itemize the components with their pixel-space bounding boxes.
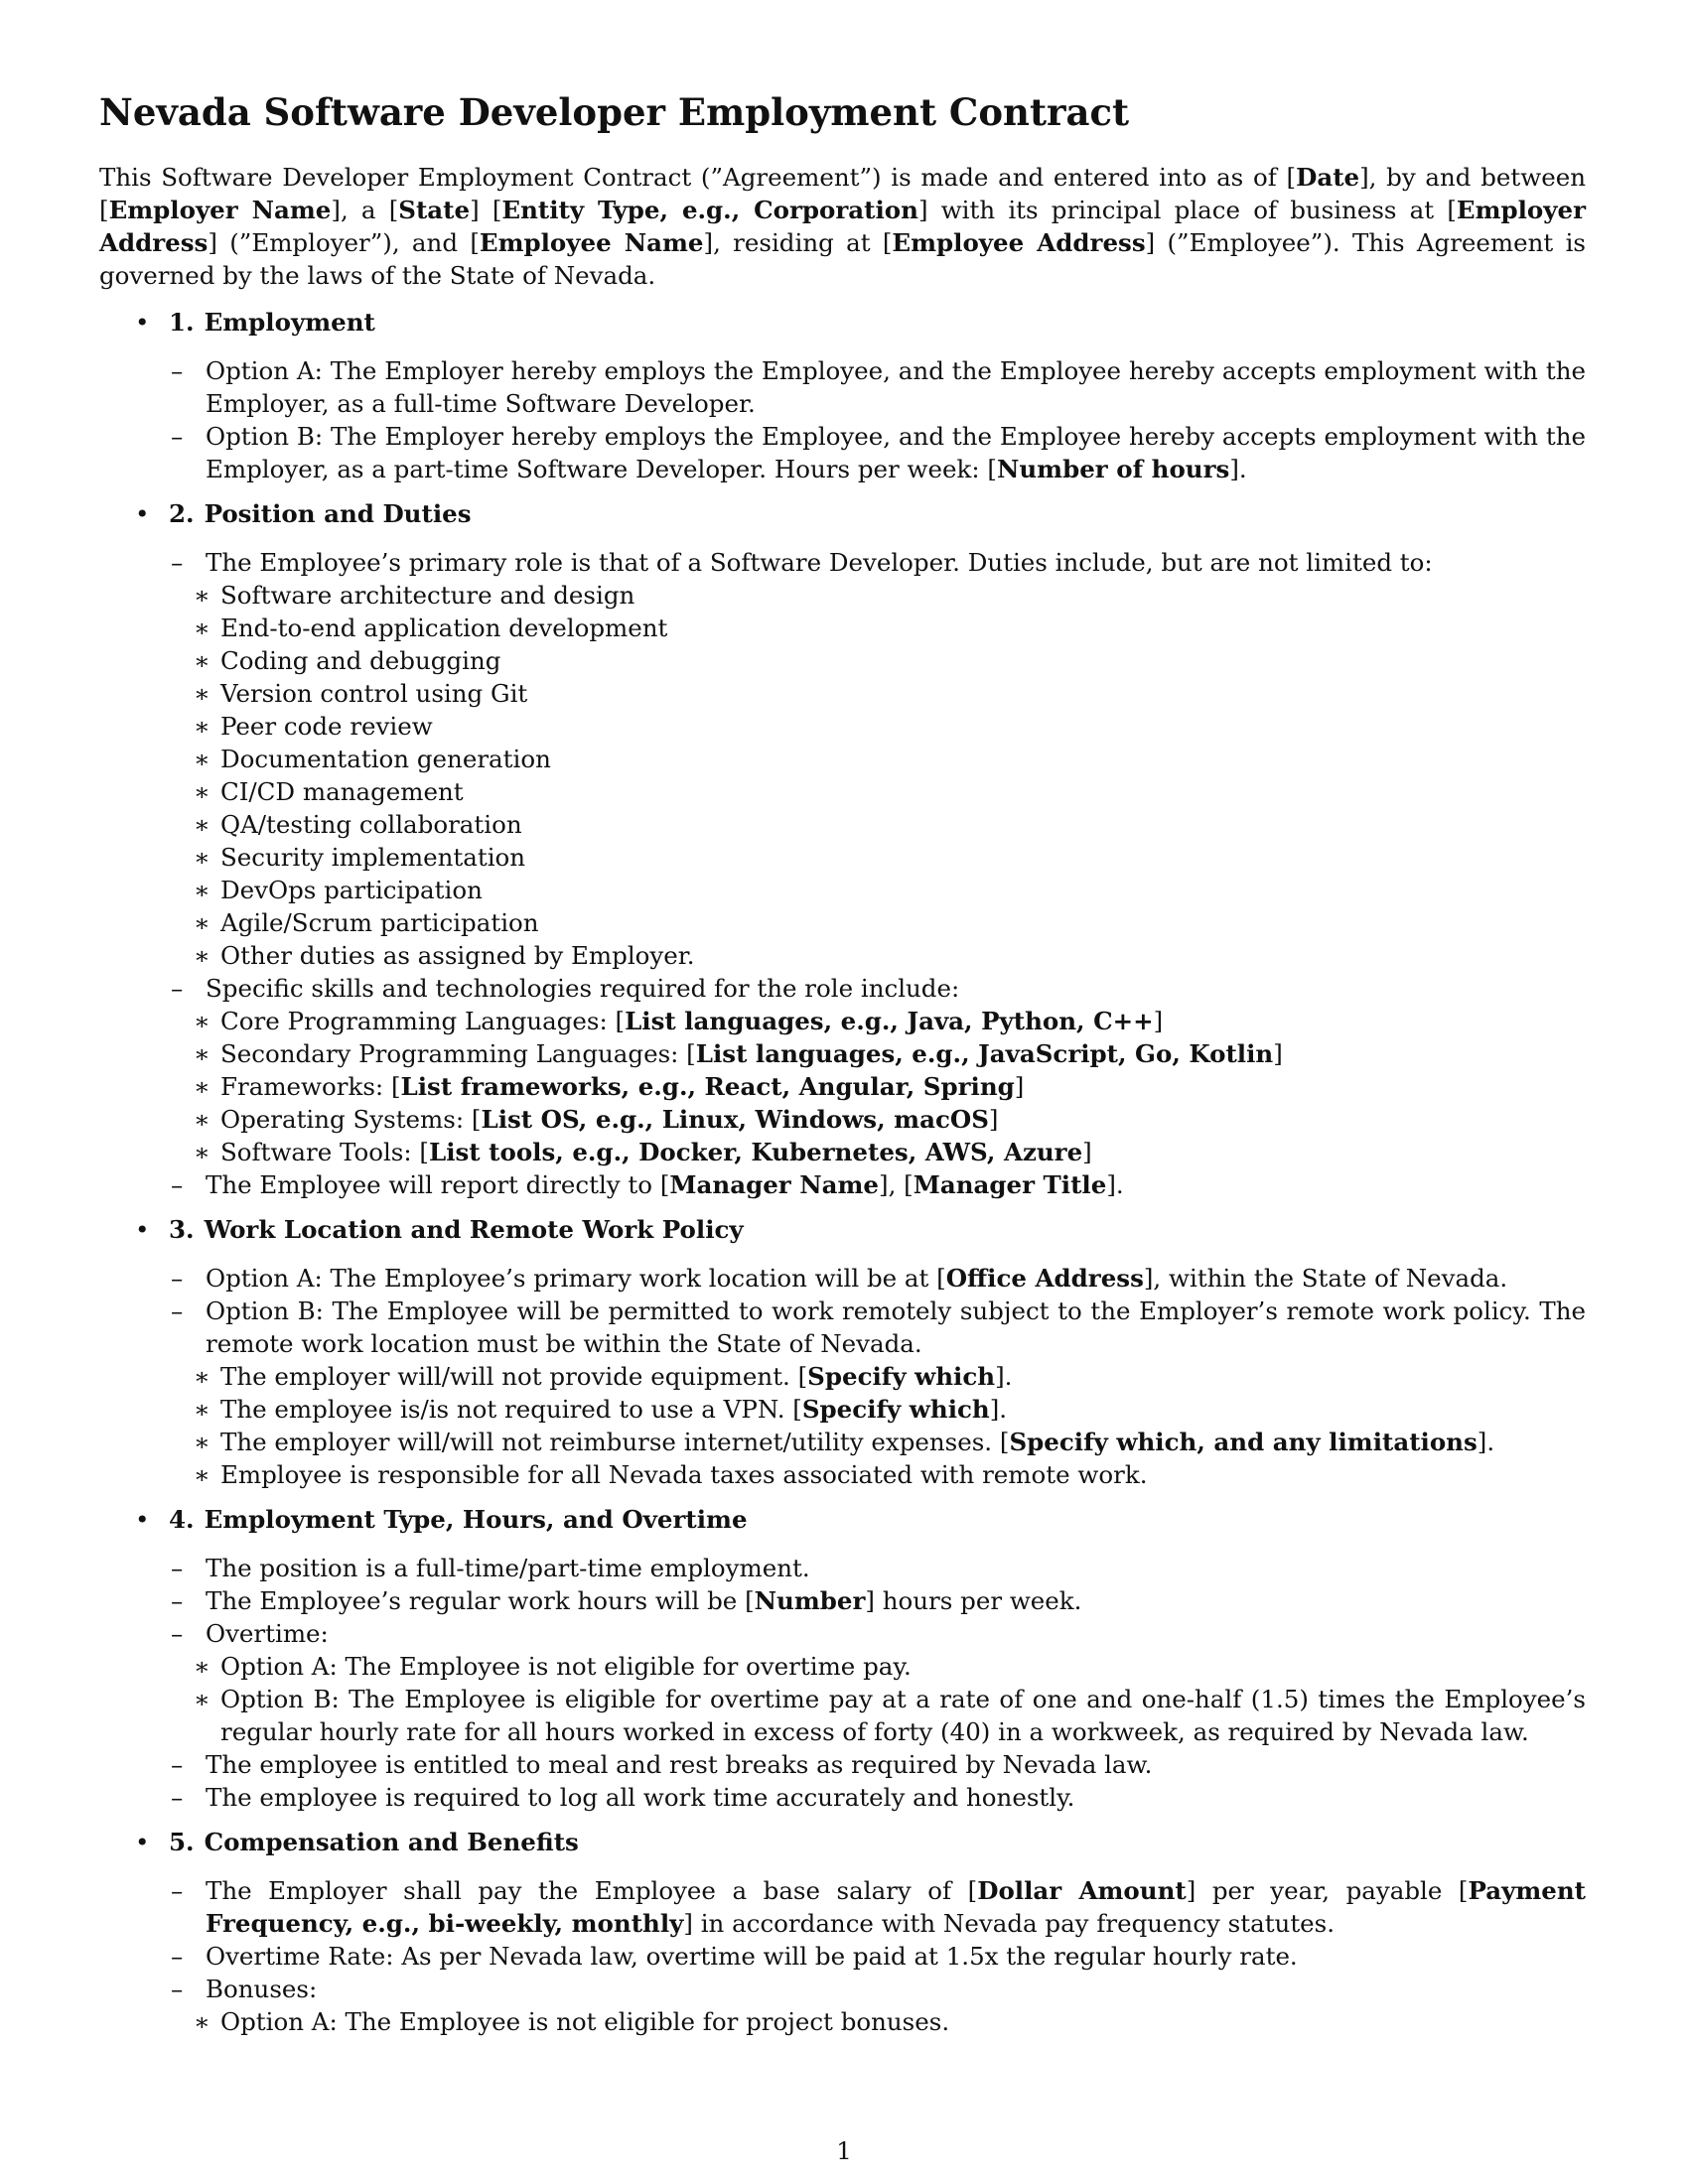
sub-clause-text: Peer code review [220,712,433,741]
intro-text: ] (”Employer”), and [ [208,228,480,257]
sub-clause-text: Software Tools: [ [220,1138,429,1166]
asterisk-icon: ∗ [194,2007,211,2036]
sub-clause-item [168,1650,1586,1683]
clause-list [169,1552,1586,1814]
clause-item [147,1781,1586,1814]
sub-clause-text: Other duties as assigned by Employer. [220,941,695,970]
asterisk-icon: ∗ [194,712,211,741]
sub-clause-item [168,710,1586,743]
placeholder-field: List languages, e.g., Java, Python, C++ [625,1007,1154,1035]
dash-icon: – [171,1619,184,1648]
sub-clause-item [168,1426,1586,1458]
section [99,1826,1586,2038]
sub-clause-item [168,644,1586,677]
clause-text: The position is a full-time/part-time employment. [206,1554,810,1582]
asterisk-icon: ∗ [194,1428,211,1456]
sub-clause-text: ]. [989,1395,1008,1424]
sub-clause-text: Operating Systems: [ [220,1105,482,1134]
placeholder-field: Specify which, and any limitations [1009,1428,1477,1456]
sub-clause-item [168,579,1586,612]
clause-text: Option A: The Employer hereby employs the Employee, and the Employee hereby accepts employment with the Employer, as a full-time Software Developer. [206,356,1586,418]
sub-clause-text: The employer will/will not provide equipment. [ [220,1362,808,1391]
sub-clause-item [168,743,1586,775]
section-title: Compensation and Benefits [204,1828,579,1856]
intro-text: ] [ [470,196,502,224]
asterisk-icon: ∗ [194,1039,211,1068]
placeholder-field: List frameworks, e.g., React, Angular, Spring [400,1072,1015,1101]
sub-clause-text: DevOps participation [220,876,483,904]
asterisk-icon: ∗ [194,810,211,839]
clause-item [147,420,1586,485]
clause-item [147,1262,1586,1295]
asterisk-icon: ∗ [194,941,211,970]
clause-list [169,354,1586,485]
asterisk-icon: ∗ [194,1652,211,1681]
section-number: 2. [169,499,195,528]
asterisk-icon: ∗ [194,646,211,675]
placeholder-field: List OS, e.g., Linux, Windows, macOS [481,1105,989,1134]
dash-icon: – [171,1297,184,1325]
section-title: Position and Duties [204,499,472,528]
placeholder-field: Dollar Amount [977,1876,1187,1905]
sub-clause-list [194,1360,1586,1491]
clause-item [147,972,1586,1168]
sub-clause-text: Version control using Git [220,679,528,708]
sub-clause-text: Secondary Programming Languages: [ [220,1039,696,1068]
section-title: Work Location and Remote Work Policy [204,1215,744,1244]
bullet-icon: • [135,499,150,528]
dash-icon: – [171,974,184,1003]
sub-clause-text: Security implementation [220,843,526,872]
asterisk-icon: ∗ [194,777,211,806]
clause-text: ], within the State of Nevada. [1143,1264,1508,1293]
section-heading [169,306,1586,339]
sub-clause-text: Agile/Scrum participation [220,908,539,937]
sub-clause-item [168,1683,1586,1748]
clause-item [147,546,1586,972]
clause-text: Specific skills and technologies required for the role include: [206,974,960,1003]
dash-icon: – [171,1586,184,1615]
clause-text: ], [ [879,1170,914,1199]
sub-clause-item [168,906,1586,939]
placeholder-field: Entity Type, e.g., Corporation [501,196,918,224]
sub-clause-item [168,841,1586,874]
sub-clause-list [194,579,1586,972]
intro-text: ], a [ [331,196,399,224]
dash-icon: – [171,1783,184,1812]
intro-text: ] with its principal place of business at [ [917,196,1457,224]
clause-text: ] in accordance with Nevada pay frequency statutes. [683,1909,1336,1938]
section [99,497,1586,1201]
dash-icon: – [171,548,184,577]
dash-icon: – [171,1554,184,1582]
sub-clause-item [168,874,1586,906]
dash-icon: – [171,356,184,385]
placeholder-field: Manager Name [669,1170,880,1199]
asterisk-icon: ∗ [194,581,211,610]
sub-clause-item [168,1458,1586,1491]
sub-clause-text: Documentation generation [220,745,551,773]
sub-clause-list [194,1005,1586,1168]
sub-clause-text: Option A: The Employee is not eligible for project bonuses. [220,2007,950,2036]
clause-item [147,1617,1586,1748]
sub-clause-text: The employer will/will not reimburse internet/utility expenses. [ [220,1428,1010,1456]
clause-text: ] hours per week. [865,1586,1082,1615]
asterisk-icon: ∗ [194,1460,211,1489]
asterisk-icon: ∗ [194,1007,211,1035]
clause-text: The employee is entitled to meal and rest breaks as required by Nevada law. [206,1750,1153,1779]
clause-item [147,1552,1586,1584]
page-number: 1 [836,2136,852,2165]
clause-list [169,1874,1586,2038]
sub-clause-item [168,612,1586,644]
sub-clause-item [168,1037,1586,1070]
sub-clause-item [168,808,1586,841]
placeholder-field: Employer Name [108,196,332,224]
clause-text: Option B: The Employer hereby employs the Employee, and the Employee hereby accepts employment with the Employer, as a part-time Software Developer. Hours per week: [ [206,422,1586,483]
section [99,306,1586,485]
sub-clause-list [194,2005,1586,2038]
sections-list [99,306,1586,2050]
placeholder-field: Employee Name [479,228,704,257]
sub-clause-text: Option A: The Employee is not eligible for overtime pay. [220,1652,912,1681]
asterisk-icon: ∗ [194,843,211,872]
placeholder-field: List tools, e.g., Docker, Kubernetes, AWS, Azure [428,1138,1083,1166]
placeholder-field: Date [1296,163,1360,192]
asterisk-icon: ∗ [194,1362,211,1391]
intro-paragraph [99,161,1586,292]
clause-list [169,1262,1586,1491]
sub-clause-text: ] [1014,1072,1025,1101]
sub-clause-text: ] [1153,1007,1164,1035]
clause-text: The employee is required to log all work time accurately and honestly. [206,1783,1075,1812]
clause-text: Option B: The Employee will be permitted to work remotely subject to the Employer’s remote work policy. The remote work location must be within the State of Nevada. [206,1297,1586,1358]
placeholder-field: State [398,196,471,224]
sub-clause-text: The employee is/is not required to use a VPN. [ [220,1395,802,1424]
section-title: Employment Type, Hours, and Overtime [204,1505,748,1534]
bullet-icon: • [135,1215,150,1244]
dash-icon: – [171,1264,184,1293]
placeholder-field: Number of hours [996,455,1230,483]
sub-clause-item [168,1393,1586,1426]
clause-item [147,1295,1586,1491]
dash-icon: – [171,1942,184,1971]
section-number: 3. [169,1215,195,1244]
placeholder-field: Employer Address [99,196,1586,257]
clause-text: The Employee’s primary role is that of a Software Developer. Duties include, but are not limited to: [206,548,1433,577]
clause-item [147,1973,1586,2038]
sub-clause-text: Employee is responsible for all Nevada taxes associated with remote work. [220,1460,1148,1489]
clause-text: Overtime: [206,1619,329,1648]
placeholder-field: Office Address [945,1264,1144,1293]
sub-clause-text: Option B: The Employee is eligible for overtime pay at a rate of one and one-half (1.5) times the Employee’s regular hourly rate for all hours worked in excess of forty (40) in a workweek, as required by Nevada law. [220,1685,1586,1746]
bullet-icon: • [135,1505,150,1534]
asterisk-icon: ∗ [194,614,211,642]
asterisk-icon: ∗ [194,1685,211,1713]
sub-clause-text: Frameworks: [ [220,1072,401,1101]
sub-clause-item [168,1070,1586,1103]
clause-text: Overtime Rate: As per Nevada law, overtime will be paid at 1.5x the regular hourly rate. [206,1942,1298,1971]
clause-item [147,1748,1586,1781]
sub-clause-item [168,677,1586,710]
asterisk-icon: ∗ [194,1395,211,1424]
clause-item [147,354,1586,420]
sub-clause-text: CI/CD management [220,777,464,806]
sub-clause-text: QA/testing collaboration [220,810,522,839]
clause-item [147,1168,1586,1201]
placeholder-field: Number [754,1586,866,1615]
sub-clause-text: ] [1082,1138,1092,1166]
section-number: 1. [169,308,195,337]
dash-icon: – [171,1876,184,1905]
asterisk-icon: ∗ [194,1138,211,1166]
sub-clause-text: Coding and debugging [220,646,501,675]
section [99,1503,1586,1814]
clause-item [147,1584,1586,1617]
sub-clause-text: Software architecture and design [220,581,635,610]
section-heading [169,497,1586,530]
intro-text: This Software Developer Employment Contract (”Agreement”) is made and entered into as of [ [99,163,1297,192]
sub-clause-item [168,2005,1586,2038]
asterisk-icon: ∗ [194,908,211,937]
placeholder-field: Employee Address [892,228,1146,257]
clause-item [147,1940,1586,1973]
sub-clause-item [168,775,1586,808]
document-title: Nevada Software Developer Employment Contract [99,90,1130,134]
placeholder-field: List languages, e.g., JavaScript, Go, Kotlin [695,1039,1274,1068]
section-number: 5. [169,1828,195,1856]
sub-clause-text: ]. [995,1362,1013,1391]
sub-clause-text: ] [988,1105,999,1134]
dash-icon: – [171,1750,184,1779]
section [99,1213,1586,1491]
clause-text: ]. [1229,455,1247,483]
clause-text: The Employer shall pay the Employee a base salary of [ [206,1876,978,1905]
dash-icon: – [171,1170,184,1199]
sub-clause-item [168,939,1586,972]
clause-text: ]. [1106,1170,1124,1199]
sub-clause-list [194,1650,1586,1748]
asterisk-icon: ∗ [194,1072,211,1101]
asterisk-icon: ∗ [194,876,211,904]
sub-clause-item [168,1360,1586,1393]
clause-list [169,546,1586,1201]
clause-text: The Employee’s regular work hours will be [ [206,1586,755,1615]
placeholder-field: Specify which [807,1362,996,1391]
sub-clause-item [168,1103,1586,1136]
dash-icon: – [171,1975,184,2003]
intro-text: ], residing at [ [703,228,893,257]
intro-text: ], by and between [ [99,163,1586,224]
asterisk-icon: ∗ [194,679,211,708]
sub-clause-text: ]. [1477,1428,1495,1456]
clause-text: The Employee will report directly to [ [206,1170,670,1199]
placeholder-field: Specify which [801,1395,990,1424]
clause-text: Bonuses: [206,1975,318,2003]
asterisk-icon: ∗ [194,1105,211,1134]
section-heading [169,1213,1586,1246]
intro-text: ] (”Employee”). This Agreement is governed by the laws of the State of Nevada. [99,228,1586,290]
sub-clause-text: End-to-end application development [220,614,668,642]
dash-icon: – [171,422,184,451]
sub-clause-text: ] [1273,1039,1283,1068]
asterisk-icon: ∗ [194,745,211,773]
placeholder-field: Payment Frequency, e.g., bi-weekly, monthly [206,1876,1586,1938]
section-heading [169,1503,1586,1536]
section-title: Employment [204,308,375,337]
section-number: 4. [169,1505,195,1534]
clause-text: Option A: The Employee’s primary work location will be at [ [206,1264,946,1293]
bullet-icon: • [135,308,150,337]
placeholder-field: Manager Title [913,1170,1107,1199]
sub-clause-item [168,1005,1586,1037]
sub-clause-item [168,1136,1586,1168]
clause-item [147,1874,1586,1940]
bullet-icon: • [135,1828,150,1856]
sub-clause-text: Core Programming Languages: [ [220,1007,626,1035]
clause-text: ] per year, payable [ [1186,1876,1469,1905]
section-heading [169,1826,1586,1858]
